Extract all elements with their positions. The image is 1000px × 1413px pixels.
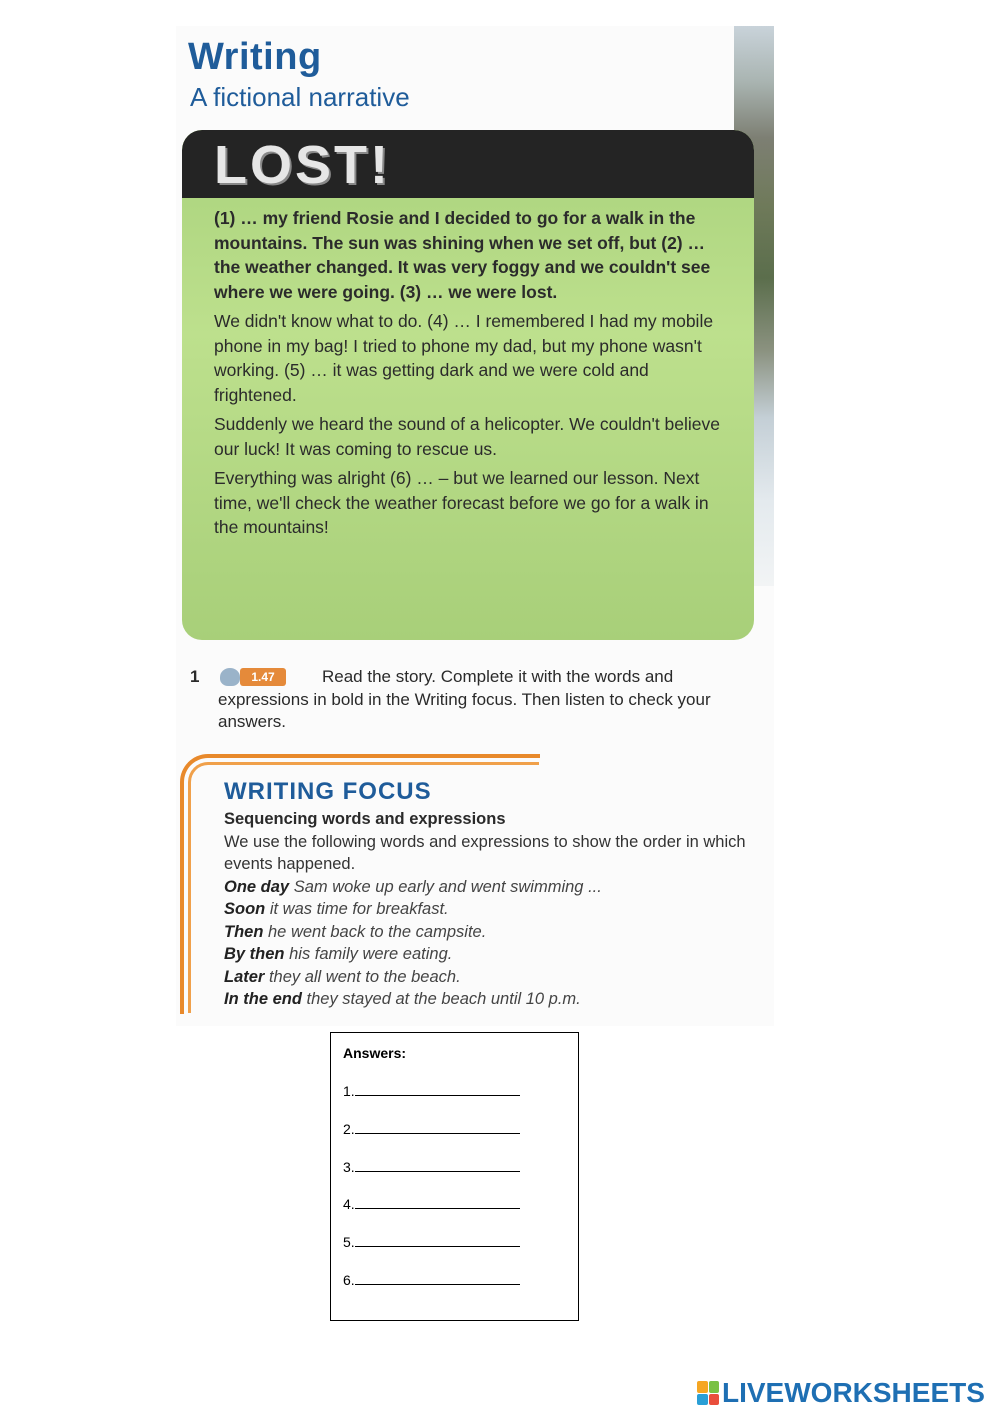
story-text [214, 206, 734, 545]
writing-focus-subtitle: Sequencing words and expressions [224, 810, 506, 828]
page-subtitle: A fictional narrative [190, 82, 410, 112]
logo-mark-icon [697, 1381, 719, 1405]
example-line: Then he went back to the campsite. [224, 922, 487, 941]
example-line: Soon it was time for breakfast. [224, 900, 449, 918]
story-box [182, 130, 754, 640]
example-line: One day Sam woke up early and went swimming ... [224, 877, 602, 896]
worksheet-page [176, 26, 774, 1026]
story-title: LOST! [214, 135, 391, 195]
answers-title: Answers: [343, 1045, 407, 1061]
page-title: Writing [188, 36, 322, 78]
answer-field-1[interactable]: 1. [343, 1081, 520, 1099]
answers-box [330, 1032, 579, 1321]
answer-field-6[interactable]: 6. [343, 1270, 520, 1288]
answer-field-4[interactable]: 4. [343, 1194, 520, 1212]
writing-focus-intro: We use the following words and expressions to show the order in which events happened. [224, 832, 746, 873]
task-number: 1 [190, 667, 200, 686]
example-line: By then his family were eating. [224, 945, 453, 963]
liveworksheets-logo [697, 1375, 985, 1411]
task-text: Read the story. Complete it with the words and expressions in bold in the Writing focus. Then listen to check your answers. [218, 667, 711, 731]
answer-field-2[interactable]: 2. [343, 1119, 520, 1137]
writing-focus-title: WRITING FOCUS [224, 778, 432, 805]
logo-text: LIVEWORKSHEETS [722, 1377, 985, 1408]
track-badge: 1.47 [240, 668, 286, 686]
story-paragraph: We didn't know what to do. (4) … I remembered I had my mobile phone in my bag! I tried to phone my dad, but my phone wasn't working. (5) … it was getting dark and we were cold and frightened. [214, 311, 714, 405]
story-paragraph: Suddenly we heard the sound of a helicopter. We couldn't believe our luck! It was coming to rescue us. [214, 414, 720, 459]
example-line: Later they all went to the beach. [224, 967, 461, 986]
story-paragraph: Everything was alright (6) … – but we learned our lesson. Next time, we'll check the weather forecast before we go for a walk in the mountains! [214, 468, 709, 537]
answer-field-3[interactable]: 3. [343, 1157, 520, 1175]
answer-field-5[interactable]: 5. [343, 1232, 520, 1250]
writing-focus-body [224, 808, 764, 1011]
story-paragraph: (1) … my friend Rosie and I decided to go for a walk in the mountains. The sun was shining when we set off, but (2) … the weather changed. It was very foggy and we couldn't see where we were going. (3) … we were lost. [214, 208, 711, 302]
example-line: In the end they stayed at the beach until 10 p.m. [224, 990, 581, 1008]
